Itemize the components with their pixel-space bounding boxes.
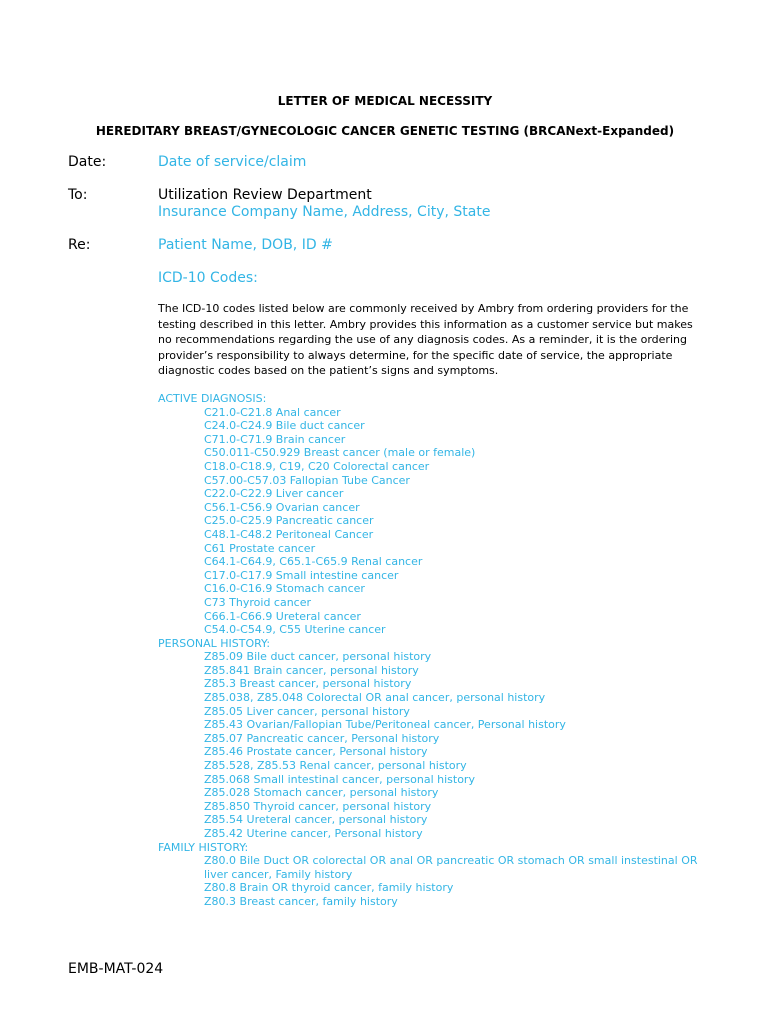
document-code-footer: EMB-MAT-024 (68, 961, 164, 977)
section-heading: PERSONAL HISTORY: (158, 636, 271, 650)
section-heading: ACTIVE DIAGNOSIS: (158, 392, 267, 405)
section-heading: FAMILY HISTORY: (158, 840, 249, 854)
code-item: C56.1-C56.9 Ovarian cancer (204, 500, 360, 514)
code-item: Z85.3 Breast cancer, personal history (204, 677, 412, 691)
code-item: C22.0-C22.9 Liver cancer (204, 487, 344, 501)
code-item: C71.0-C71.9 Brain cancer (204, 432, 346, 446)
code-item: Z85.43 Ovarian/Fallopian Tube/Peritoneal cancer, Personal history (204, 718, 566, 732)
code-item: C48.1-C48.2 Peritoneal Cancer (204, 527, 374, 541)
code-item: Z80.3 Breast cancer, family history (204, 894, 398, 908)
re-label: Re: (68, 237, 91, 253)
date-field[interactable]: Date of service/claim (158, 154, 307, 170)
document-title: LETTER OF MEDICAL NECESSITY (277, 94, 493, 108)
code-item: Z85.05 Liver cancer, personal history (204, 704, 410, 718)
insurance-company-field[interactable]: Insurance Company Name, Address, City, State (158, 204, 491, 220)
code-item: Z85.42 Uterine cancer, Personal history (204, 827, 423, 840)
code-item: C54.0-C54.9, C55 Uterine cancer (204, 623, 386, 637)
active-diagnosis-section (158, 392, 718, 637)
code-item: C61 Prostate cancer (204, 541, 316, 555)
personal-history-section (158, 637, 718, 841)
code-item: Z85.09 Bile duct cancer, personal history (204, 650, 432, 664)
patient-info-field[interactable]: Patient Name, DOB, ID # (158, 237, 333, 253)
code-item: Z80.0 Bile Duct OR colorectal OR anal OR pancreatic OR stomach OR small instestinal OR liver cancer, Family history (204, 854, 698, 881)
code-item: C25.0-C25.9 Pancreatic cancer (204, 514, 374, 528)
code-item: Z85.028 Stomach cancer, personal history (204, 786, 439, 800)
code-item: Z85.038, Z85.048 Colorectal OR anal cancer, personal history (204, 691, 546, 705)
family-history-section (158, 841, 718, 909)
code-item: C50.011-C50.929 Breast cancer (male or female) (204, 446, 476, 460)
code-item: Z85.850 Thyroid cancer, personal history (204, 799, 432, 813)
code-item: C18.0-C18.9, C19, C20 Colorectal cancer (204, 459, 430, 473)
code-item: C57.00-C57.03 Fallopian Tube Cancer (204, 473, 410, 487)
code-item: C24.0-C24.9 Bile duct cancer (204, 419, 365, 433)
icd-disclaimer-paragraph: The ICD-10 codes listed below are commonly received by Ambry from ordering providers for the testing described in this letter. Ambry provides this information as a customer service but makes no recommendations regarding the use of any diagnosis codes. As a reminder, it is the ordering provider’s responsibility to always determine, for the specific date of service, the appropriate diagnostic codes based on the patient’s signs and symptoms. (158, 302, 693, 378)
to-label: To: (68, 187, 88, 203)
code-item: C16.0-C16.9 Stomach cancer (204, 582, 365, 596)
code-item: Z80.8 Brain OR thyroid cancer, family history (204, 881, 454, 895)
document-subtitle: HEREDITARY BREAST/GYNECOLOGIC CANCER GENETIC TESTING (BRCANext-Expanded) (95, 124, 675, 138)
code-item: C17.0-C17.9 Small intestine cancer (204, 568, 399, 582)
code-item: Z85.46 Prostate cancer, Personal history (204, 745, 428, 759)
code-item: Z85.841 Brain cancer, personal history (204, 663, 419, 677)
code-item: C21.0-C21.8 Anal cancer (204, 405, 341, 419)
code-item: C66.1-C66.9 Ureteral cancer (204, 609, 361, 623)
icd-code-list (158, 392, 718, 909)
to-department: Utilization Review Department (158, 187, 372, 203)
code-item: Z85.528, Z85.53 Renal cancer, personal history (204, 759, 467, 773)
code-item: C64.1-C64.9, C65.1-C65.9 Renal cancer (204, 555, 423, 569)
code-item: Z85.54 Ureteral cancer, personal history (204, 813, 428, 827)
date-label: Date: (68, 154, 107, 170)
code-item: C73 Thyroid cancer (204, 595, 312, 609)
code-item: Z85.07 Pancreatic cancer, Personal history (204, 731, 440, 745)
code-item: Z85.068 Small intestinal cancer, personal history (204, 772, 475, 786)
icd-codes-heading: ICD-10 Codes: (158, 270, 258, 286)
